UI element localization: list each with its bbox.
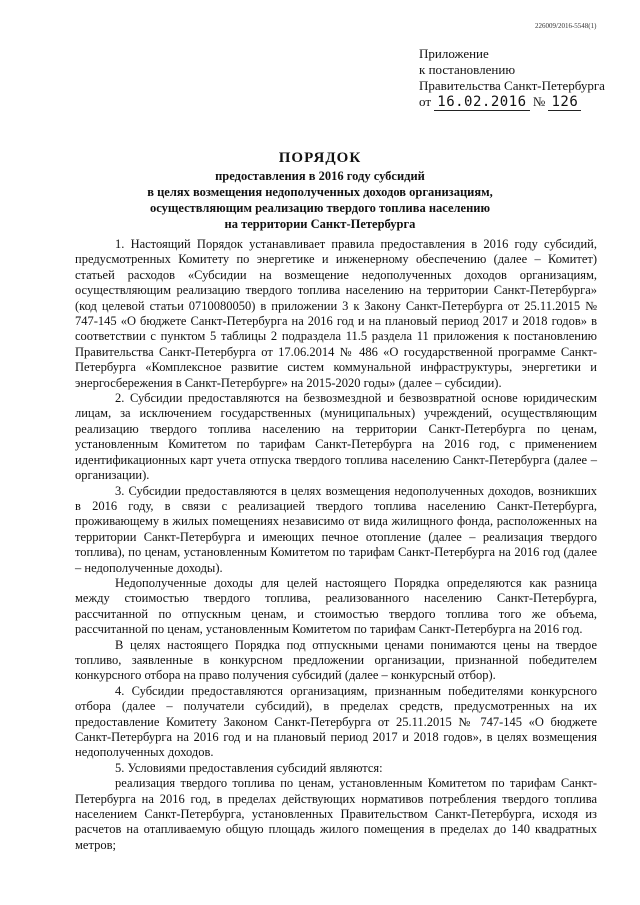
paragraph: В целях настоящего Порядка под отпускными ценами понимаются цены на твердое топливо, заявленные в конкурсном предложении организации, признанной победителем конкурсного отбора на право получения субсидий (далее – конкурсный отбор).: [75, 637, 597, 683]
title-line-4: на территории Санкт-Петербурга: [224, 217, 416, 231]
document-title: [118, 148, 522, 232]
title-line-1: предоставления в 2016 году субсидий: [215, 169, 425, 183]
document-body: [75, 237, 597, 853]
paragraph: реализация твердого топлива по ценам, установленным Комитетом по тарифам Санкт-Петербурга на 2016 год, в пределах действующих нормативов потребления твердого топлива населением Санкт-Петербурга, установленных Правительством Санкт-Петербурга, исходя из расчетов на отапливаемую общую площадь жилого помещения в пределах до 140 квадратных метров;: [75, 776, 597, 852]
appendix-line-3: Правительства Санкт-Петербурга: [419, 78, 605, 93]
paragraph: 4. Субсидии предоставляются организациям, признанным победителями конкурсного отбора (далее – получатели субсидий), в пределах средств, предусмотренных на их предоставление Комитету Законом Санкт-Петербурга от 25.11.2015 № 747-145 «О бюджете Санкт-Петербурга на 2016 год и на плановый период 2017 и 2018 годов», в целях возмещения недополученных доходов.: [75, 683, 597, 760]
resolution-date: 16.02.2016: [434, 94, 529, 111]
paragraph: 5. Условиями предоставления субсидий являются:: [115, 760, 383, 775]
title-main: ПОРЯДОК: [278, 150, 362, 166]
paragraph: 1. Настоящий Порядок устанавливает правила предоставления в 2016 году субсидий, предусмотренных Комитету по энергетике и инженерному обеспечению (далее – Комитет) статьей расходов «Субсидии на возмещение недополученных доходов организациям, осуществляющим реализацию твердого топлива населению на территории Санкт-Петербурга» (код целевой статьи 0710080050) в приложении 3 к Закону Санкт-Петербурга от 25.11.2015 № 747-145 «О бюджете Санкт-Петербурга на 2016 год и на плановый период 2017 и 2018 годов» в соответствии с пунктом 5 таблицы 2 подраздела 11.5 раздела 11 приложения к постановлению Правительства Санкт-Петербурга от 17.06.2014 № 486 «О государственной программе Санкт-Петербурга «Комплексное развитие систем коммунальной инфраструктуры, энергетики и энергосбережения в Санкт-Петербурге» на 2015-2020 годы» (далее – субсидии).: [75, 237, 597, 390]
paragraph: 3. Субсидии предоставляются в целях возмещения недополученных доходов, возникших в 2016 году, в связи с реализацией твердого топлива населению Санкт-Петербурга, проживающему в жилых помещениях независимо от вида жилищного фонда, расположенных на территории Санкт-Петербурга и имеющих печное отопление (далее – реализация твердого топлива), по ценам, установленным Комитетом по тарифам Санкт-Петербурга на 2016 год (далее – недополученные доходы).: [75, 483, 597, 575]
appendix-line-1: Приложение: [419, 46, 489, 61]
paragraph: Недополученные доходы для целей настоящего Порядка определяются как разница между стоимостью твердого топлива, реализованного населению Санкт-Петербурга, рассчитанной по отпускным ценам, и стоимостью твердого топлива того же объема, рассчитанной по ценам, установленным Комитетом по тарифам Санкт-Петербурга на 2016 год.: [75, 575, 597, 637]
appendix-line-2: к постановлению: [419, 62, 516, 77]
resolution-number: 126: [548, 94, 581, 111]
title-line-2: в целях возмещения недополученных доходов организациям,: [147, 185, 493, 199]
appendix-date-row: [419, 94, 629, 110]
paragraph: 2. Субсидии предоставляются на безвозмездной и безвозвратной основе юридическим лицам, за исключением государственных (муниципальных) учреждений, осуществляющим реализацию твердого топлива населению на территории Санкт-Петербурга по ценам, установленным Комитетом по тарифам Санкт-Петербурга на 2016 год, с применением идентификационных карт учета отпуска твердого топлива населению Санкт-Петербурга (далее – организации).: [75, 391, 597, 483]
appendix-header: [419, 46, 629, 110]
document-id: 226009/2016-5548(1): [535, 22, 597, 30]
number-label: №: [532, 94, 546, 109]
from-label: от: [419, 94, 432, 109]
title-line-3: осуществляющим реализацию твердого топлива населению: [149, 201, 491, 215]
